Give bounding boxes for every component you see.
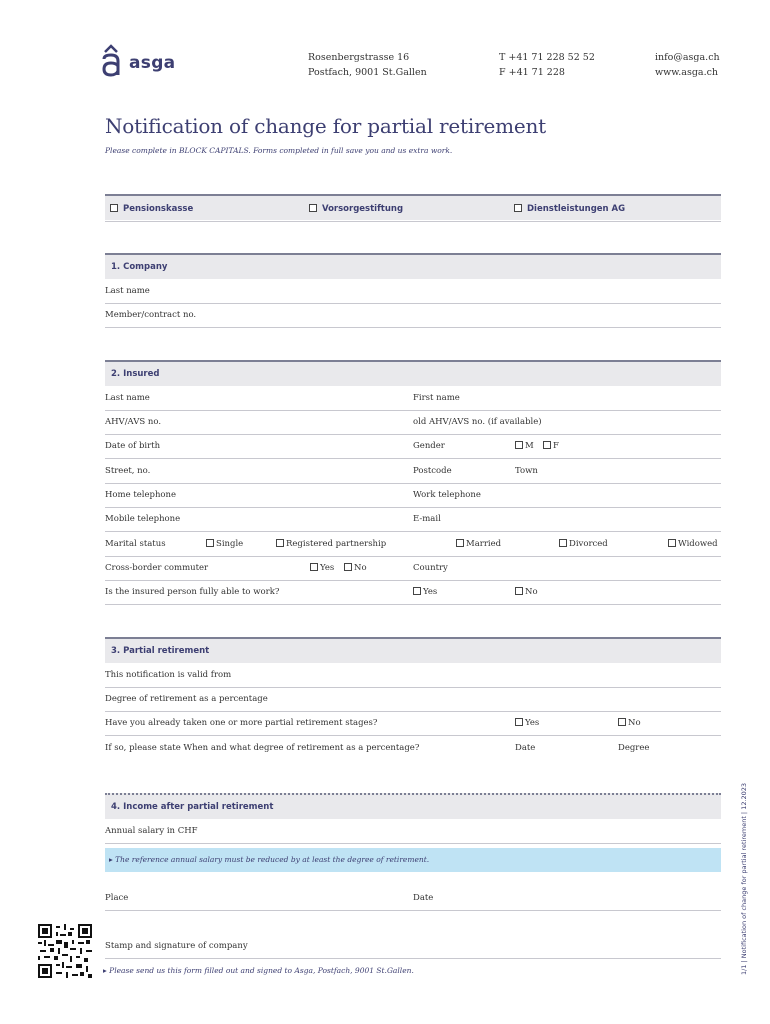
section-income-title: 4. Income after partial retirement bbox=[111, 802, 274, 812]
page-subtitle: Please complete in BLOCK CAPITALS. Forms completed in full save you and us extra work. bbox=[105, 146, 453, 155]
old-ahv-label: old AHV/AVS no. (if available) bbox=[413, 417, 542, 427]
checkbox-icon[interactable] bbox=[276, 539, 284, 547]
dob-label: Date of birth bbox=[105, 441, 161, 451]
insured-first-name-label: First name bbox=[413, 393, 460, 403]
checkbox-icon[interactable] bbox=[110, 204, 118, 212]
place-label: Place bbox=[105, 893, 129, 903]
postcode-label: Postcode bbox=[413, 466, 452, 476]
field-line bbox=[105, 410, 721, 411]
gender-f-checkbox[interactable] bbox=[543, 441, 559, 451]
stamp-label: Stamp and signature of company bbox=[105, 941, 248, 951]
divorced-checkbox[interactable] bbox=[559, 539, 608, 549]
able-label: Is the insured person fully able to work? bbox=[105, 587, 280, 597]
marital-label: Marital status bbox=[105, 539, 166, 549]
page-title: Notification of change for partial retirement bbox=[105, 114, 547, 138]
field-line bbox=[105, 327, 721, 328]
address-line-2: Postfach, 9001 St.Gallen bbox=[308, 67, 427, 78]
work-tel-label: Work telephone bbox=[413, 490, 481, 500]
able-no-checkbox[interactable] bbox=[515, 587, 538, 597]
phone-block bbox=[499, 50, 595, 80]
divorced-label: Divorced bbox=[569, 539, 608, 549]
able-yes-checkbox[interactable] bbox=[413, 587, 437, 597]
address-block bbox=[308, 50, 427, 80]
field-line bbox=[105, 910, 721, 911]
ahv-label: AHV/AVS no. bbox=[105, 417, 162, 427]
fax-line: F +41 71 228 bbox=[499, 67, 565, 78]
checkbox-icon[interactable] bbox=[413, 587, 421, 595]
checkbox-icon[interactable] bbox=[309, 204, 317, 212]
already-no-label: No bbox=[628, 718, 641, 728]
gender-f-label: F bbox=[553, 441, 559, 451]
able-yes-label: Yes bbox=[423, 587, 438, 597]
address-line-1: Rosenbergstrasse 16 bbox=[308, 52, 410, 63]
checkbox-pensionskasse[interactable] bbox=[110, 204, 193, 214]
valid-from-label: This notification is valid from bbox=[105, 670, 232, 680]
section-partial-title: 3. Partial retirement bbox=[111, 646, 210, 656]
street-label: Street, no. bbox=[105, 466, 151, 476]
section-company-bar bbox=[105, 253, 721, 279]
already-yes-label: Yes bbox=[525, 718, 540, 728]
qr-code-icon bbox=[38, 924, 92, 978]
field-line bbox=[105, 958, 721, 959]
checkbox-icon[interactable] bbox=[668, 539, 676, 547]
vorsorgestiftung-label: Vorsorgestiftung bbox=[321, 204, 404, 214]
checkbox-icon[interactable] bbox=[344, 563, 352, 571]
sign-date-label: Date bbox=[413, 893, 434, 903]
checkbox-vorsorgestiftung[interactable] bbox=[309, 204, 403, 214]
if-so-label: If so, please state When and what degree of retirement as a percentage? bbox=[105, 743, 420, 753]
field-line bbox=[105, 303, 721, 304]
field-line bbox=[105, 458, 721, 459]
field-line bbox=[105, 604, 721, 605]
checkbox-icon[interactable] bbox=[543, 441, 551, 449]
side-document-ref: 1/1 | Notification of change for partial retirement | 12.2023 bbox=[740, 782, 748, 975]
field-line bbox=[105, 580, 721, 581]
annual-salary-label: Annual salary in CHF bbox=[105, 826, 198, 836]
field-line bbox=[105, 711, 721, 712]
gender-m-label: M bbox=[525, 441, 534, 451]
commuter-label: Cross-border commuter bbox=[105, 563, 209, 573]
checkbox-icon[interactable] bbox=[310, 563, 318, 571]
single-checkbox[interactable] bbox=[206, 539, 243, 549]
field-line bbox=[105, 434, 721, 435]
gender-label: Gender bbox=[413, 441, 445, 451]
reduction-note-text: ▸ The reference annual salary must be reduced by at least the degree of retirement. bbox=[109, 855, 430, 864]
email-link[interactable]: info@asga.ch bbox=[655, 52, 720, 63]
field-line bbox=[105, 687, 721, 688]
already-label: Have you already taken one or more partial retirement stages? bbox=[105, 718, 378, 728]
contact-block bbox=[655, 50, 720, 80]
entity-bar bbox=[105, 194, 721, 220]
mobile-tel-label: Mobile telephone bbox=[105, 514, 181, 524]
commuter-yes-checkbox[interactable] bbox=[310, 563, 334, 573]
able-no-label: No bbox=[525, 587, 538, 597]
phone-line: T +41 71 228 52 52 bbox=[499, 52, 595, 63]
section-company-title: 1. Company bbox=[111, 262, 168, 272]
field-line bbox=[105, 483, 721, 484]
field-line bbox=[105, 843, 721, 844]
footer-note: ▸ Please send us this form filled out and signed to Asga, Postfach, 9001 St.Gallen. bbox=[103, 966, 414, 975]
checkbox-icon[interactable] bbox=[206, 539, 214, 547]
already-no-checkbox[interactable] bbox=[618, 718, 641, 728]
married-checkbox[interactable] bbox=[456, 539, 501, 549]
member-no-label: Member/contract no. bbox=[105, 310, 197, 320]
stage-degree-label: Degree bbox=[618, 743, 650, 753]
field-line bbox=[105, 507, 721, 508]
registered-label: Registered partnership bbox=[286, 539, 387, 549]
checkbox-icon[interactable] bbox=[515, 718, 523, 726]
divider bbox=[105, 221, 721, 222]
logo-text: asga bbox=[129, 53, 176, 73]
country-label: Country bbox=[413, 563, 448, 573]
pensionskasse-label: Pensionskasse bbox=[122, 204, 194, 214]
field-line bbox=[105, 531, 721, 532]
degree-label: Degree of retirement as a percentage bbox=[105, 694, 268, 704]
section-income-bar bbox=[105, 793, 721, 819]
commuter-yes-label: Yes bbox=[320, 563, 335, 573]
email-label: E-mail bbox=[413, 514, 441, 524]
checkbox-dienstleistungen[interactable] bbox=[514, 204, 625, 214]
commuter-no-label: No bbox=[354, 563, 367, 573]
registered-checkbox[interactable] bbox=[276, 539, 386, 549]
home-tel-label: Home telephone bbox=[105, 490, 177, 500]
section-partial-bar bbox=[105, 637, 721, 663]
widowed-checkbox[interactable] bbox=[668, 539, 718, 549]
field-line bbox=[105, 556, 721, 557]
checkbox-icon[interactable] bbox=[559, 539, 567, 547]
company-last-name-label: Last name bbox=[105, 286, 150, 296]
checkbox-icon[interactable] bbox=[456, 539, 464, 547]
checkbox-icon[interactable] bbox=[618, 718, 626, 726]
checkbox-icon[interactable] bbox=[515, 587, 523, 595]
town-label: Town bbox=[515, 466, 538, 476]
stage-date-label: Date bbox=[515, 743, 536, 753]
dienstleistungen-label: Dienstleistungen AG bbox=[526, 204, 626, 214]
checkbox-icon[interactable] bbox=[514, 204, 522, 212]
gender-m-checkbox[interactable] bbox=[515, 441, 534, 451]
married-label: Married bbox=[466, 539, 502, 549]
insured-last-name-label: Last name bbox=[105, 393, 150, 403]
reduction-note-box bbox=[105, 848, 721, 872]
section-insured-bar bbox=[105, 360, 721, 386]
field-line bbox=[105, 735, 721, 736]
widowed-label: Widowed bbox=[678, 539, 718, 549]
checkbox-icon[interactable] bbox=[515, 441, 523, 449]
section-insured-title: 2. Insured bbox=[111, 369, 160, 379]
already-yes-checkbox[interactable] bbox=[515, 718, 539, 728]
web-link[interactable]: www.asga.ch bbox=[655, 67, 719, 78]
single-label: Single bbox=[216, 539, 244, 549]
commuter-no-checkbox[interactable] bbox=[344, 563, 367, 573]
